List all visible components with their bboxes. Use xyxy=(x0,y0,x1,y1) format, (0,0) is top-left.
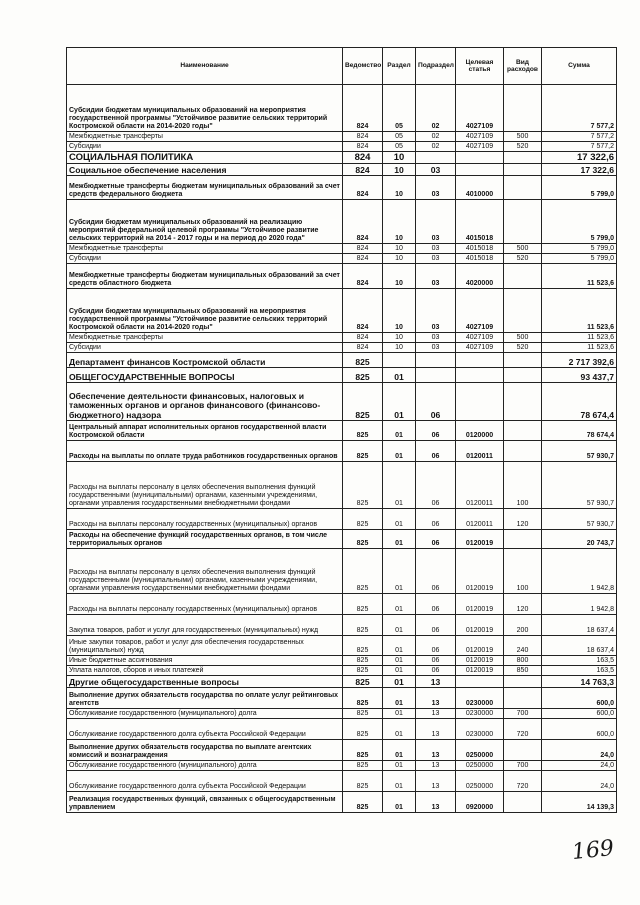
row-subsection: 03 xyxy=(416,333,456,343)
table-row xyxy=(67,289,617,333)
row-subsection: 06 xyxy=(416,636,456,656)
row-expense-type xyxy=(504,688,542,709)
row-expense-type xyxy=(504,421,542,441)
table-row xyxy=(67,462,617,509)
row-expense-type xyxy=(504,152,542,164)
row-target-article: 0120011 xyxy=(456,509,504,530)
row-expense-type: 520 xyxy=(504,142,542,152)
row-target-article: 4015018 xyxy=(456,200,504,244)
row-subsection xyxy=(416,368,456,383)
row-sum: 163,5 xyxy=(542,666,617,676)
table-row xyxy=(67,509,617,530)
row-sum: 24,0 xyxy=(542,761,617,771)
row-target-article: 0120019 xyxy=(456,530,504,549)
row-dept: 825 xyxy=(343,509,383,530)
row-dept: 825 xyxy=(343,549,383,594)
row-sum: 24,0 xyxy=(542,771,617,792)
row-sum: 18 637,4 xyxy=(542,636,617,656)
row-target-article: 0120019 xyxy=(456,666,504,676)
row-target-article: 4015018 xyxy=(456,254,504,264)
row-section: 10 xyxy=(383,244,416,254)
row-sum: 14 763,3 xyxy=(542,676,617,688)
row-subsection xyxy=(416,353,456,368)
row-name: Межбюджетные трансферты xyxy=(67,333,343,343)
row-section: 10 xyxy=(383,152,416,164)
row-name: Другие общегосударственные вопросы xyxy=(67,676,343,688)
row-sum: 17 322,6 xyxy=(542,152,617,164)
row-target-article: 0120019 xyxy=(456,636,504,656)
row-target-article xyxy=(456,383,504,421)
row-sum: 78 674,4 xyxy=(542,383,617,421)
row-sum: 5 799,0 xyxy=(542,176,617,200)
row-expense-type: 720 xyxy=(504,719,542,740)
row-expense-type xyxy=(504,441,542,462)
row-target-article: 4010000 xyxy=(456,176,504,200)
row-sum: 5 799,0 xyxy=(542,200,617,244)
table-row xyxy=(67,719,617,740)
row-dept: 824 xyxy=(343,152,383,164)
row-section: 01 xyxy=(383,594,416,615)
table-row xyxy=(67,200,617,244)
page-number: 169 xyxy=(570,835,616,866)
row-name: Субсидии xyxy=(67,142,343,152)
row-section: 10 xyxy=(383,164,416,176)
table-row xyxy=(67,666,617,676)
row-section: 01 xyxy=(383,688,416,709)
row-target-article: 0120019 xyxy=(456,615,504,636)
table-row xyxy=(67,761,617,771)
row-sum: 7 577,2 xyxy=(542,142,617,152)
table-row xyxy=(67,676,617,688)
row-name: Расходы на выплаты персоналу в целях обеспечения выполнения функций государственными (муниципальными) органами, казенными учреждениями, органами управления государственными внебюджетными фондами xyxy=(67,462,343,509)
row-subsection: 03 xyxy=(416,343,456,353)
row-name: Иные бюджетные ассигнования xyxy=(67,656,343,666)
row-section: 10 xyxy=(383,200,416,244)
row-expense-type xyxy=(504,530,542,549)
row-sum: 7 577,2 xyxy=(542,132,617,142)
row-section: 01 xyxy=(383,656,416,666)
row-expense-type: 100 xyxy=(504,549,542,594)
row-sum: 57 930,7 xyxy=(542,441,617,462)
row-dept: 825 xyxy=(343,709,383,719)
row-target-article: 4027109 xyxy=(456,132,504,142)
row-dept: 824 xyxy=(343,254,383,264)
row-name: Иные закупки товаров, работ и услуг для обеспечения государственных (муниципальных) нужд xyxy=(67,636,343,656)
row-name: Департамент финансов Костромской области xyxy=(67,353,343,368)
row-sum: 93 437,7 xyxy=(542,368,617,383)
row-subsection: 13 xyxy=(416,688,456,709)
row-expense-type xyxy=(504,792,542,813)
row-name: Межбюджетные трансферты бюджетам муниципальных образований за счет средств федерального бюджета xyxy=(67,176,343,200)
row-section: 10 xyxy=(383,264,416,289)
row-target-article: 4027109 xyxy=(456,142,504,152)
table-row xyxy=(67,383,617,421)
row-expense-type xyxy=(504,164,542,176)
row-subsection: 06 xyxy=(416,615,456,636)
row-sum: 1 942,8 xyxy=(542,549,617,594)
row-name: Уплата налогов, сборов и иных платежей xyxy=(67,666,343,676)
row-section: 10 xyxy=(383,333,416,343)
row-target-article: 0230000 xyxy=(456,719,504,740)
row-section: 05 xyxy=(383,132,416,142)
row-name: Выполнение других обязательств государства по выплате агентских комиссий и вознаграждения xyxy=(67,740,343,761)
row-expense-type: 100 xyxy=(504,462,542,509)
row-section: 01 xyxy=(383,462,416,509)
table-row xyxy=(67,530,617,549)
row-expense-type: 520 xyxy=(504,254,542,264)
row-subsection: 03 xyxy=(416,200,456,244)
row-dept: 824 xyxy=(343,200,383,244)
row-name: Межбюджетные трансферты xyxy=(67,132,343,142)
row-subsection: 13 xyxy=(416,792,456,813)
row-section: 01 xyxy=(383,383,416,421)
row-subsection: 13 xyxy=(416,761,456,771)
row-expense-type xyxy=(504,176,542,200)
table-row xyxy=(67,333,617,343)
row-subsection: 06 xyxy=(416,441,456,462)
row-sum: 78 674,4 xyxy=(542,421,617,441)
row-expense-type xyxy=(504,200,542,244)
row-dept: 825 xyxy=(343,792,383,813)
table-header-row xyxy=(67,48,617,85)
row-subsection xyxy=(416,152,456,164)
table-row xyxy=(67,244,617,254)
row-name: СОЦИАЛЬНАЯ ПОЛИТИКА xyxy=(67,152,343,164)
row-expense-type: 700 xyxy=(504,761,542,771)
row-subsection: 06 xyxy=(416,666,456,676)
row-expense-type xyxy=(504,676,542,688)
row-sum: 24,0 xyxy=(542,740,617,761)
row-target-article: 0250000 xyxy=(456,761,504,771)
row-subsection: 06 xyxy=(416,383,456,421)
row-section: 01 xyxy=(383,421,416,441)
row-dept: 825 xyxy=(343,656,383,666)
row-dept: 824 xyxy=(343,176,383,200)
row-sum: 163,5 xyxy=(542,656,617,666)
row-section: 01 xyxy=(383,530,416,549)
row-dept: 824 xyxy=(343,264,383,289)
row-dept: 825 xyxy=(343,688,383,709)
row-expense-type xyxy=(504,264,542,289)
row-target-article: 0120000 xyxy=(456,421,504,441)
row-sum: 11 523,6 xyxy=(542,264,617,289)
row-expense-type xyxy=(504,353,542,368)
row-dept: 824 xyxy=(343,164,383,176)
row-target-article: 0120019 xyxy=(456,594,504,615)
table-row xyxy=(67,264,617,289)
table-row xyxy=(67,142,617,152)
row-expense-type xyxy=(504,740,542,761)
row-sum: 11 523,6 xyxy=(542,289,617,333)
row-name: Расходы на выплаты персоналу государственных (муниципальных) органов xyxy=(67,509,343,530)
row-sum: 14 139,3 xyxy=(542,792,617,813)
row-name: Обслуживание государственного (муниципального) долга xyxy=(67,709,343,719)
row-section: 01 xyxy=(383,761,416,771)
row-subsection: 13 xyxy=(416,719,456,740)
row-name: Расходы на выплаты персоналу государственных (муниципальных) органов xyxy=(67,594,343,615)
row-dept: 825 xyxy=(343,441,383,462)
row-target-article: 4027109 xyxy=(456,343,504,353)
row-sum: 600,0 xyxy=(542,709,617,719)
row-sum: 7 577,2 xyxy=(542,85,617,132)
row-sum: 600,0 xyxy=(542,719,617,740)
row-target-article xyxy=(456,368,504,383)
row-dept: 825 xyxy=(343,383,383,421)
row-target-article xyxy=(456,152,504,164)
row-section: 01 xyxy=(383,676,416,688)
row-subsection: 06 xyxy=(416,530,456,549)
row-subsection: 13 xyxy=(416,676,456,688)
row-dept: 824 xyxy=(343,244,383,254)
row-dept: 824 xyxy=(343,85,383,132)
row-subsection: 03 xyxy=(416,289,456,333)
row-section: 01 xyxy=(383,509,416,530)
row-expense-type: 720 xyxy=(504,771,542,792)
row-name: Обеспечение деятельности финансовых, налоговых и таможенных органов и органов финансового (финансово-бюджетного) надзора xyxy=(67,383,343,421)
row-expense-type xyxy=(504,289,542,333)
row-expense-type xyxy=(504,85,542,132)
row-target-article: 0120019 xyxy=(456,656,504,666)
header-sum: Сумма xyxy=(542,48,617,85)
row-name: ОБЩЕГОСУДАРСТВЕННЫЕ ВОПРОСЫ xyxy=(67,368,343,383)
header-section: Раздел xyxy=(383,48,416,85)
row-dept: 825 xyxy=(343,530,383,549)
row-section: 01 xyxy=(383,792,416,813)
row-dept: 825 xyxy=(343,594,383,615)
row-expense-type: 500 xyxy=(504,333,542,343)
row-section: 01 xyxy=(383,549,416,594)
table-row xyxy=(67,368,617,383)
table-row xyxy=(67,85,617,132)
row-sum: 11 523,6 xyxy=(542,343,617,353)
table-row xyxy=(67,740,617,761)
table-row xyxy=(67,594,617,615)
row-subsection: 06 xyxy=(416,462,456,509)
row-dept: 825 xyxy=(343,771,383,792)
row-subsection: 06 xyxy=(416,549,456,594)
row-target-article: 4020000 xyxy=(456,264,504,289)
row-subsection: 02 xyxy=(416,132,456,142)
row-section: 10 xyxy=(383,176,416,200)
row-name: Обслуживание государственного (муниципального) долга xyxy=(67,761,343,771)
row-section: 05 xyxy=(383,85,416,132)
row-dept: 825 xyxy=(343,719,383,740)
row-name: Центральный аппарат исполнительных органов государственной власти Костромской области xyxy=(67,421,343,441)
row-expense-type: 850 xyxy=(504,666,542,676)
row-target-article: 0250000 xyxy=(456,771,504,792)
table-row xyxy=(67,615,617,636)
row-name: Субсидии xyxy=(67,254,343,264)
row-sum: 2 717 392,6 xyxy=(542,353,617,368)
row-sum: 1 942,8 xyxy=(542,594,617,615)
row-dept: 824 xyxy=(343,142,383,152)
row-subsection: 13 xyxy=(416,709,456,719)
row-dept: 825 xyxy=(343,353,383,368)
row-subsection: 02 xyxy=(416,142,456,152)
row-target-article: 0120011 xyxy=(456,441,504,462)
row-section: 10 xyxy=(383,343,416,353)
header-dept: Ведомство xyxy=(343,48,383,85)
row-target-article: 0230000 xyxy=(456,709,504,719)
row-subsection: 03 xyxy=(416,264,456,289)
row-dept: 825 xyxy=(343,615,383,636)
row-sum: 11 523,6 xyxy=(542,333,617,343)
row-sum: 18 637,4 xyxy=(542,615,617,636)
row-dept: 825 xyxy=(343,368,383,383)
row-section: 01 xyxy=(383,615,416,636)
budget-table xyxy=(66,47,617,813)
header-name: Наименование xyxy=(67,48,343,85)
row-expense-type: 520 xyxy=(504,343,542,353)
row-sum: 5 799,0 xyxy=(542,254,617,264)
row-dept: 825 xyxy=(343,761,383,771)
row-subsection: 13 xyxy=(416,740,456,761)
table-row xyxy=(67,421,617,441)
table-row xyxy=(67,152,617,164)
row-dept: 825 xyxy=(343,636,383,656)
row-target-article: 4015018 xyxy=(456,244,504,254)
row-name: Субсидии бюджетам муниципальных образований на мероприятия государственной программы "Устойчивое развитие сельских территорий Костромской области на 2014-2020 годы" xyxy=(67,85,343,132)
header-expense-type: Вид расходов xyxy=(504,48,542,85)
table-row xyxy=(67,343,617,353)
row-expense-type: 700 xyxy=(504,709,542,719)
row-name: Межбюджетные трансферты бюджетам муниципальных образований за счет средств областного бюджета xyxy=(67,264,343,289)
table-row xyxy=(67,164,617,176)
row-section: 01 xyxy=(383,709,416,719)
row-dept: 825 xyxy=(343,462,383,509)
table-row xyxy=(67,771,617,792)
row-name: Реализация государственных функций, связанных с общегосударственным управлением xyxy=(67,792,343,813)
row-subsection: 06 xyxy=(416,594,456,615)
row-dept: 824 xyxy=(343,132,383,142)
table-row xyxy=(67,656,617,666)
row-section: 01 xyxy=(383,666,416,676)
row-name: Межбюджетные трансферты xyxy=(67,244,343,254)
row-target-article: 4027109 xyxy=(456,333,504,343)
row-subsection: 13 xyxy=(416,771,456,792)
row-target-article: 0230000 xyxy=(456,688,504,709)
row-name: Субсидии xyxy=(67,343,343,353)
row-target-article: 4027109 xyxy=(456,85,504,132)
row-sum: 57 930,7 xyxy=(542,509,617,530)
row-name: Расходы на обеспечение функций государственных органов, в том числе территориальных органов xyxy=(67,530,343,549)
table-row xyxy=(67,132,617,142)
row-name: Субсидии бюджетам муниципальных образований на мероприятия государственной программы "Устойчивое развитие сельских территорий Костромской области на 2014-2020 годы" xyxy=(67,289,343,333)
row-expense-type: 500 xyxy=(504,244,542,254)
row-section: 01 xyxy=(383,740,416,761)
row-name: Расходы на выплаты по оплате труда работников государственных органов xyxy=(67,441,343,462)
row-section: 10 xyxy=(383,289,416,333)
row-dept: 825 xyxy=(343,676,383,688)
row-expense-type: 240 xyxy=(504,636,542,656)
row-expense-type: 120 xyxy=(504,509,542,530)
table-row xyxy=(67,353,617,368)
table-row xyxy=(67,549,617,594)
table-row xyxy=(67,688,617,709)
row-section xyxy=(383,353,416,368)
table-row xyxy=(67,176,617,200)
row-subsection: 06 xyxy=(416,656,456,666)
row-target-article xyxy=(456,353,504,368)
row-section: 01 xyxy=(383,636,416,656)
row-dept: 824 xyxy=(343,343,383,353)
row-name: Выполнение других обязательств государства по оплате услуг рейтинговых агентств xyxy=(67,688,343,709)
header-subsection: Подраздел xyxy=(416,48,456,85)
row-expense-type: 120 xyxy=(504,594,542,615)
row-subsection: 02 xyxy=(416,85,456,132)
row-subsection: 03 xyxy=(416,164,456,176)
row-section: 01 xyxy=(383,441,416,462)
row-section: 10 xyxy=(383,254,416,264)
row-dept: 824 xyxy=(343,289,383,333)
table-row xyxy=(67,254,617,264)
row-target-article xyxy=(456,676,504,688)
row-sum: 5 799,0 xyxy=(542,244,617,254)
row-subsection: 06 xyxy=(416,509,456,530)
row-name: Закупка товаров, работ и услуг для государственных (муниципальных) нужд xyxy=(67,615,343,636)
row-section: 05 xyxy=(383,142,416,152)
row-name: Социальное обеспечение населения xyxy=(67,164,343,176)
row-dept: 824 xyxy=(343,333,383,343)
row-target-article: 0120011 xyxy=(456,462,504,509)
row-expense-type: 500 xyxy=(504,132,542,142)
row-sum: 17 322,6 xyxy=(542,164,617,176)
row-subsection: 03 xyxy=(416,176,456,200)
row-dept: 825 xyxy=(343,666,383,676)
row-name: Обслуживание государственного долга субъекта Российской Федерации xyxy=(67,719,343,740)
row-section: 01 xyxy=(383,719,416,740)
row-section: 01 xyxy=(383,368,416,383)
row-target-article xyxy=(456,164,504,176)
row-expense-type xyxy=(504,368,542,383)
row-section: 01 xyxy=(383,771,416,792)
row-expense-type: 200 xyxy=(504,615,542,636)
row-target-article: 0120019 xyxy=(456,549,504,594)
row-subsection: 03 xyxy=(416,244,456,254)
row-name: Субсидии бюджетам муниципальных образований на реализацию мероприятий федеральной целевой программы "Устойчивое развитие сельских территорий на 2014 - 2017 годы и на период до 2020 года" xyxy=(67,200,343,244)
row-expense-type xyxy=(504,383,542,421)
row-sum: 600,0 xyxy=(542,688,617,709)
row-sum: 20 743,7 xyxy=(542,530,617,549)
row-dept: 825 xyxy=(343,740,383,761)
header-target-article: Целевая статья xyxy=(456,48,504,85)
table-row xyxy=(67,441,617,462)
row-name: Обслуживание государственного долга субъекта Российской Федерации xyxy=(67,771,343,792)
row-target-article: 0920000 xyxy=(456,792,504,813)
row-name: Расходы на выплаты персоналу в целях обеспечения выполнения функций государственными (муниципальными) органами, казенными учреждениями, органами управления государственными внебюджетными фондами xyxy=(67,549,343,594)
row-subsection: 03 xyxy=(416,254,456,264)
table-row xyxy=(67,636,617,656)
row-target-article: 0250000 xyxy=(456,740,504,761)
table-row xyxy=(67,792,617,813)
table-row xyxy=(67,709,617,719)
row-dept: 825 xyxy=(343,421,383,441)
row-expense-type: 800 xyxy=(504,656,542,666)
row-sum: 57 930,7 xyxy=(542,462,617,509)
row-subsection: 06 xyxy=(416,421,456,441)
row-target-article: 4027109 xyxy=(456,289,504,333)
